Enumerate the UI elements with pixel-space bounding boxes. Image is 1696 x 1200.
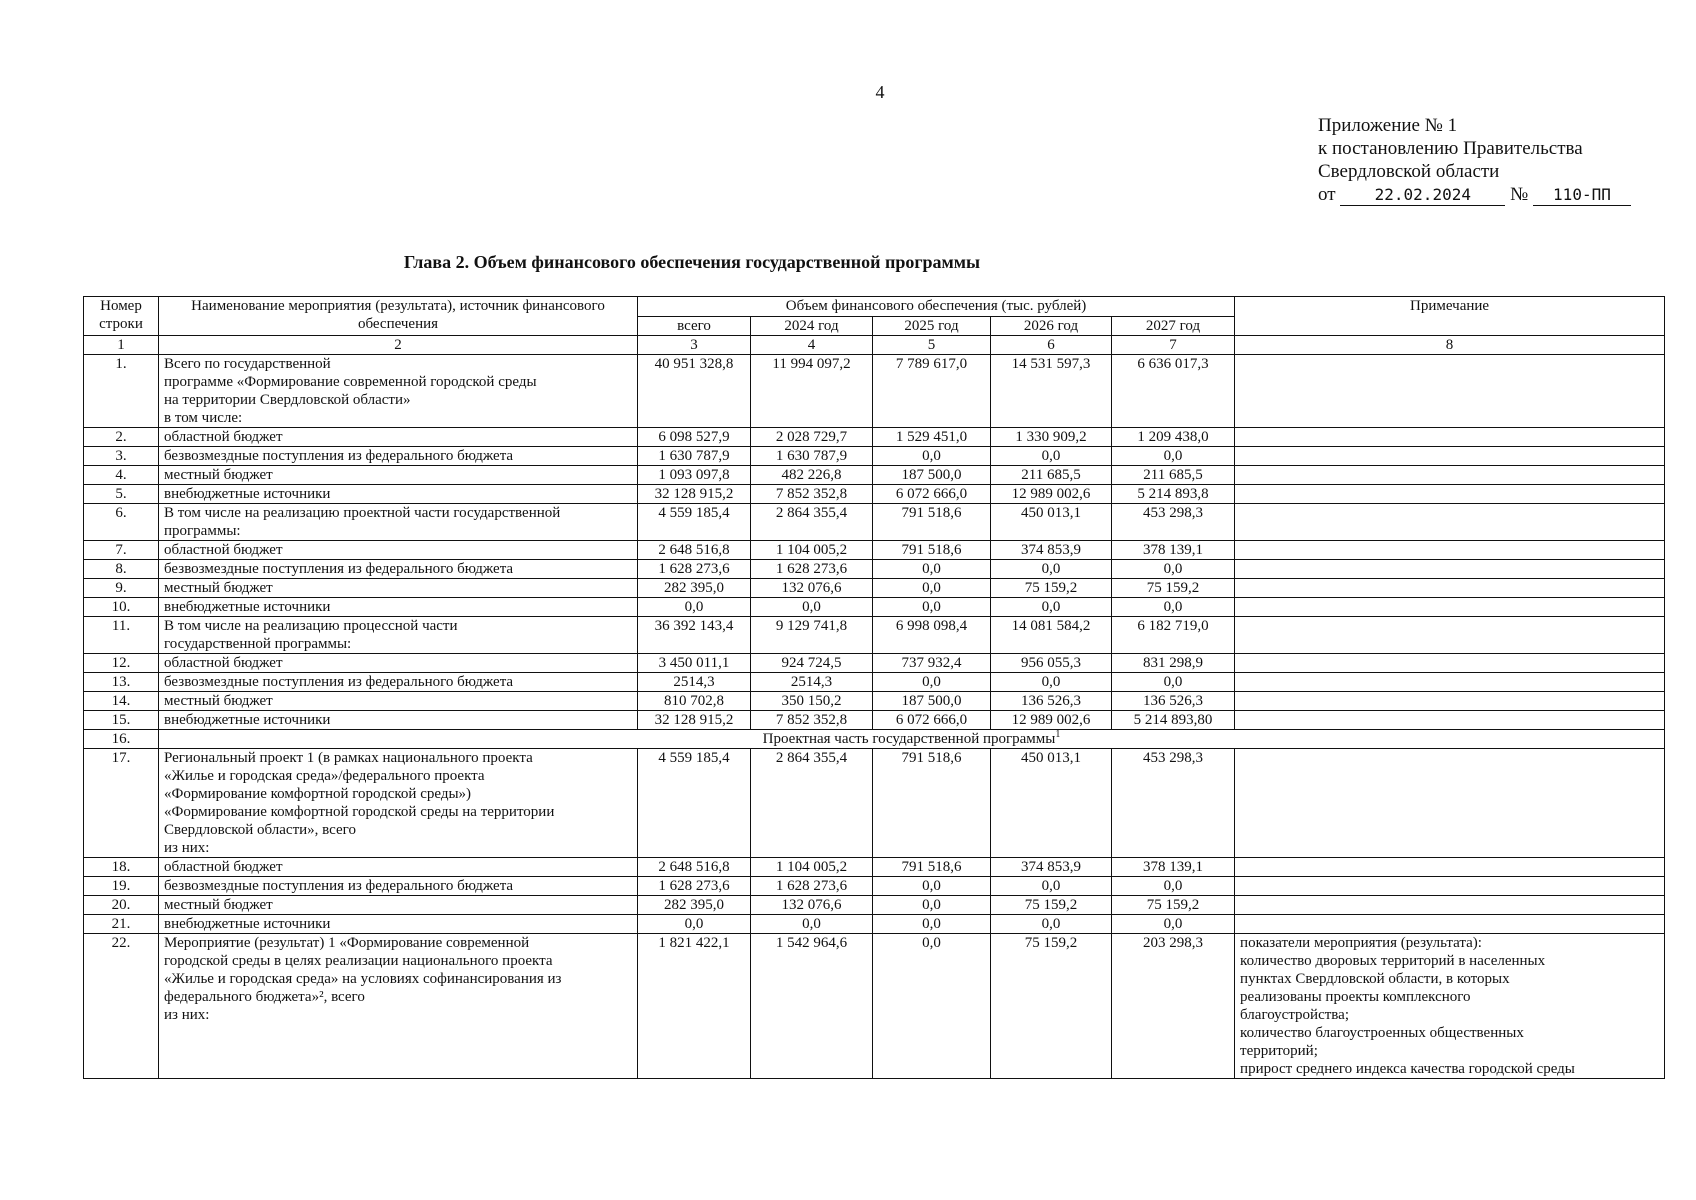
row-number: 9. (84, 579, 159, 598)
value-total: 1 628 273,6 (638, 560, 751, 579)
row-note (1235, 466, 1665, 485)
number-prefix: № (1510, 184, 1529, 205)
value-2024: 924 724,5 (751, 654, 873, 673)
value-2027: 0,0 (1112, 560, 1235, 579)
value-2025: 791 518,6 (873, 749, 991, 858)
table-row (84, 877, 1665, 896)
value-2025: 0,0 (873, 447, 991, 466)
table-row (84, 915, 1665, 934)
appendix-date-line (1318, 183, 1631, 206)
row-name: Региональный проект 1 (в рамках национального проекта «Жилье и городская среда»/федерального проекта «Формирование комфортной городской среды») «Формирование комфортной городской среды на территории Свердловской области», всего из них: (159, 749, 638, 858)
row-note (1235, 598, 1665, 617)
row-number: 14. (84, 692, 159, 711)
value-2027: 831 298,9 (1112, 654, 1235, 673)
value-2026: 374 853,9 (991, 541, 1112, 560)
row-name: местный бюджет (159, 579, 638, 598)
value-total: 32 128 915,2 (638, 485, 751, 504)
row-number: 2. (84, 428, 159, 447)
column-number: 3 (638, 336, 751, 355)
value-2024: 2 028 729,7 (751, 428, 873, 447)
row-name: безвозмездные поступления из федерального бюджета (159, 560, 638, 579)
table-header (84, 297, 1665, 355)
date-prefix: от (1318, 184, 1336, 205)
value-2026: 12 989 002,6 (991, 711, 1112, 730)
value-2027: 6 636 017,3 (1112, 355, 1235, 428)
column-number: 1 (84, 336, 159, 355)
value-2024: 1 628 273,6 (751, 877, 873, 896)
appendix-line-2: к постановлению Правительства (1318, 138, 1583, 159)
value-2026: 211 685,5 (991, 466, 1112, 485)
value-2026: 14 081 584,2 (991, 617, 1112, 654)
value-2025: 187 500,0 (873, 692, 991, 711)
financing-table (83, 296, 1665, 1079)
row-number: 13. (84, 673, 159, 692)
value-2025: 0,0 (873, 915, 991, 934)
row-note (1235, 673, 1665, 692)
column-number: 8 (1235, 336, 1665, 355)
value-2026: 75 159,2 (991, 934, 1112, 1079)
value-total: 1 821 422,1 (638, 934, 751, 1079)
header-2027: 2027 год (1112, 317, 1235, 336)
chapter-title: Глава 2. Объем финансового обеспечения государственной программы (403, 252, 981, 272)
value-2027: 378 139,1 (1112, 541, 1235, 560)
row-name: областной бюджет (159, 858, 638, 877)
row-note (1235, 579, 1665, 598)
row-name: В том числе на реализацию проектной части государственной программы: (159, 504, 638, 541)
value-total: 2 648 516,8 (638, 858, 751, 877)
table-row (84, 692, 1665, 711)
row-number: 10. (84, 598, 159, 617)
row-name: безвозмездные поступления из федерального бюджета (159, 877, 638, 896)
value-2027: 1 209 438,0 (1112, 428, 1235, 447)
value-2026: 0,0 (991, 915, 1112, 934)
section-title-text: Проектная часть государственной программы (762, 731, 1056, 747)
value-2024: 0,0 (751, 598, 873, 617)
value-2025: 7 789 617,0 (873, 355, 991, 428)
value-2024: 11 994 097,2 (751, 355, 873, 428)
value-2025: 187 500,0 (873, 466, 991, 485)
appendix-block (1318, 114, 1631, 206)
value-total: 282 395,0 (638, 896, 751, 915)
value-2027: 75 159,2 (1112, 579, 1235, 598)
row-number: 18. (84, 858, 159, 877)
value-2027: 453 298,3 (1112, 504, 1235, 541)
value-total: 1 630 787,9 (638, 447, 751, 466)
appendix-line-3: Свердловской области (1318, 161, 1500, 182)
value-2025: 0,0 (873, 673, 991, 692)
row-number: 22. (84, 934, 159, 1079)
row-note (1235, 428, 1665, 447)
table-row (84, 541, 1665, 560)
table-row (84, 447, 1665, 466)
value-2026: 0,0 (991, 447, 1112, 466)
value-2027: 5 214 893,80 (1112, 711, 1235, 730)
value-2025: 0,0 (873, 877, 991, 896)
table-row (84, 598, 1665, 617)
value-total: 1 628 273,6 (638, 877, 751, 896)
value-total: 6 098 527,9 (638, 428, 751, 447)
value-2024: 1 628 273,6 (751, 560, 873, 579)
value-2027: 75 159,2 (1112, 896, 1235, 915)
value-2026: 1 330 909,2 (991, 428, 1112, 447)
row-number: 11. (84, 617, 159, 654)
row-note (1235, 617, 1665, 654)
row-note: показатели мероприятия (результата): количество дворовых территорий в населенных пунктах Свердловской области, в которых реализованы проекты комплексного благоустройства; количество благоустроенных общественных территорий; прирост среднего индекса качества городской среды (1235, 934, 1665, 1079)
table-row (84, 579, 1665, 598)
value-total: 1 093 097,8 (638, 466, 751, 485)
table-row (84, 504, 1665, 541)
value-2025: 791 518,6 (873, 858, 991, 877)
value-2025: 0,0 (873, 560, 991, 579)
value-2027: 0,0 (1112, 915, 1235, 934)
value-2024: 9 129 741,8 (751, 617, 873, 654)
value-2025: 0,0 (873, 896, 991, 915)
table-row (84, 428, 1665, 447)
value-2026: 0,0 (991, 877, 1112, 896)
value-2024: 2514,3 (751, 673, 873, 692)
table-row (84, 466, 1665, 485)
value-total: 0,0 (638, 915, 751, 934)
value-2026: 136 526,3 (991, 692, 1112, 711)
header-2026: 2026 год (991, 317, 1112, 336)
table-row (84, 560, 1665, 579)
section-title (159, 730, 1665, 749)
value-2026: 0,0 (991, 560, 1112, 579)
row-name: внебюджетные источники (159, 485, 638, 504)
column-number: 6 (991, 336, 1112, 355)
value-2024: 7 852 352,8 (751, 485, 873, 504)
value-2024: 132 076,6 (751, 579, 873, 598)
value-2027: 378 139,1 (1112, 858, 1235, 877)
table-row (84, 355, 1665, 428)
value-2026: 450 013,1 (991, 749, 1112, 858)
table-row (84, 617, 1665, 654)
row-name: внебюджетные источники (159, 711, 638, 730)
value-total: 36 392 143,4 (638, 617, 751, 654)
table-row (84, 673, 1665, 692)
row-note (1235, 896, 1665, 915)
header-total: всего (638, 317, 751, 336)
value-2025: 6 072 666,0 (873, 485, 991, 504)
row-name: Всего по государственной программе «Формирование современной городской среды на территории Свердловской области» в том числе: (159, 355, 638, 428)
value-2027: 453 298,3 (1112, 749, 1235, 858)
value-total: 4 559 185,4 (638, 749, 751, 858)
value-2024: 1 630 787,9 (751, 447, 873, 466)
value-2024: 2 864 355,4 (751, 749, 873, 858)
row-name: местный бюджет (159, 896, 638, 915)
row-number: 3. (84, 447, 159, 466)
row-name: областной бюджет (159, 541, 638, 560)
row-name: внебюджетные источники (159, 598, 638, 617)
row-name: безвозмездные поступления из федерального бюджета (159, 447, 638, 466)
value-total: 2514,3 (638, 673, 751, 692)
value-2025: 737 932,4 (873, 654, 991, 673)
value-total: 4 559 185,4 (638, 504, 751, 541)
value-2026: 374 853,9 (991, 858, 1112, 877)
column-number: 5 (873, 336, 991, 355)
row-name: Мероприятие (результат) 1 «Формирование современной городской среды в целях реализации национального проекта «Жилье и городская среда» на условиях софинансирования из федерального бюджета»², всего из них: (159, 934, 638, 1079)
value-2025: 1 529 451,0 (873, 428, 991, 447)
row-note (1235, 654, 1665, 673)
row-note (1235, 711, 1665, 730)
value-2027: 0,0 (1112, 447, 1235, 466)
row-number: 12. (84, 654, 159, 673)
value-2027: 211 685,5 (1112, 466, 1235, 485)
row-number: 8. (84, 560, 159, 579)
row-note (1235, 749, 1665, 858)
table-row (84, 711, 1665, 730)
row-name: местный бюджет (159, 466, 638, 485)
value-2027: 5 214 893,8 (1112, 485, 1235, 504)
value-2025: 0,0 (873, 598, 991, 617)
table-row (84, 654, 1665, 673)
number-value: 110-ПП (1533, 185, 1631, 206)
row-number: 1. (84, 355, 159, 428)
header-row-number: Номер строки (84, 297, 159, 336)
value-total: 32 128 915,2 (638, 711, 751, 730)
header-name: Наименование мероприятия (результата), источник финансового обеспечения (159, 297, 638, 336)
value-2027: 0,0 (1112, 598, 1235, 617)
value-total: 3 450 011,1 (638, 654, 751, 673)
row-name: областной бюджет (159, 654, 638, 673)
value-2027: 203 298,3 (1112, 934, 1235, 1079)
value-2025: 791 518,6 (873, 504, 991, 541)
value-2024: 1 104 005,2 (751, 541, 873, 560)
appendix-line-1: Приложение № 1 (1318, 115, 1458, 136)
row-number: 20. (84, 896, 159, 915)
value-2024: 350 150,2 (751, 692, 873, 711)
value-total: 2 648 516,8 (638, 541, 751, 560)
value-2024: 2 864 355,4 (751, 504, 873, 541)
row-name: областной бюджет (159, 428, 638, 447)
value-2024: 7 852 352,8 (751, 711, 873, 730)
value-2026: 75 159,2 (991, 579, 1112, 598)
value-2024: 1 104 005,2 (751, 858, 873, 877)
value-2024: 482 226,8 (751, 466, 873, 485)
row-number: 4. (84, 466, 159, 485)
row-note (1235, 858, 1665, 877)
value-2026: 75 159,2 (991, 896, 1112, 915)
column-number: 4 (751, 336, 873, 355)
column-number: 7 (1112, 336, 1235, 355)
footnote-marker: 1 (1055, 729, 1061, 740)
row-number: 7. (84, 541, 159, 560)
table-body (84, 355, 1665, 1079)
table-row (84, 896, 1665, 915)
table-row (84, 749, 1665, 858)
value-2026: 0,0 (991, 598, 1112, 617)
value-2026: 12 989 002,6 (991, 485, 1112, 504)
table-row (84, 730, 1665, 749)
value-2026: 450 013,1 (991, 504, 1112, 541)
value-2027: 0,0 (1112, 673, 1235, 692)
row-number: 17. (84, 749, 159, 858)
value-total: 40 951 328,8 (638, 355, 751, 428)
row-number: 16. (84, 730, 159, 749)
value-2026: 14 531 597,3 (991, 355, 1112, 428)
row-number: 5. (84, 485, 159, 504)
value-2026: 0,0 (991, 673, 1112, 692)
row-note (1235, 485, 1665, 504)
value-total: 810 702,8 (638, 692, 751, 711)
table-row (84, 858, 1665, 877)
row-note (1235, 447, 1665, 466)
row-name: внебюджетные источники (159, 915, 638, 934)
value-2025: 6 998 098,4 (873, 617, 991, 654)
value-2025: 0,0 (873, 934, 991, 1079)
header-note: Примечание (1235, 297, 1665, 336)
row-note (1235, 541, 1665, 560)
table-row (84, 934, 1665, 1079)
header-2024: 2024 год (751, 317, 873, 336)
value-2024: 0,0 (751, 915, 873, 934)
header-funding: Объем финансового обеспечения (тыс. рублей) (638, 297, 1235, 317)
header-2025: 2025 год (873, 317, 991, 336)
table-row (84, 485, 1665, 504)
value-2024: 132 076,6 (751, 896, 873, 915)
value-2025: 791 518,6 (873, 541, 991, 560)
row-number: 6. (84, 504, 159, 541)
row-note (1235, 692, 1665, 711)
row-number: 15. (84, 711, 159, 730)
row-number: 21. (84, 915, 159, 934)
row-note (1235, 355, 1665, 428)
value-2025: 6 072 666,0 (873, 711, 991, 730)
row-note (1235, 915, 1665, 934)
page-number: 4 (875, 82, 885, 102)
value-2027: 0,0 (1112, 877, 1235, 896)
value-2024: 1 542 964,6 (751, 934, 873, 1079)
row-note (1235, 504, 1665, 541)
value-2026: 956 055,3 (991, 654, 1112, 673)
value-2027: 6 182 719,0 (1112, 617, 1235, 654)
date-value: 22.02.2024 (1340, 185, 1505, 206)
value-2027: 136 526,3 (1112, 692, 1235, 711)
value-total: 282 395,0 (638, 579, 751, 598)
value-total: 0,0 (638, 598, 751, 617)
row-name: В том числе на реализацию процессной части государственной программы: (159, 617, 638, 654)
row-note (1235, 560, 1665, 579)
row-name: местный бюджет (159, 692, 638, 711)
column-number: 2 (159, 336, 638, 355)
column-number-row (84, 336, 1665, 355)
value-2025: 0,0 (873, 579, 991, 598)
row-note (1235, 877, 1665, 896)
row-number: 19. (84, 877, 159, 896)
row-name: безвозмездные поступления из федерального бюджета (159, 673, 638, 692)
